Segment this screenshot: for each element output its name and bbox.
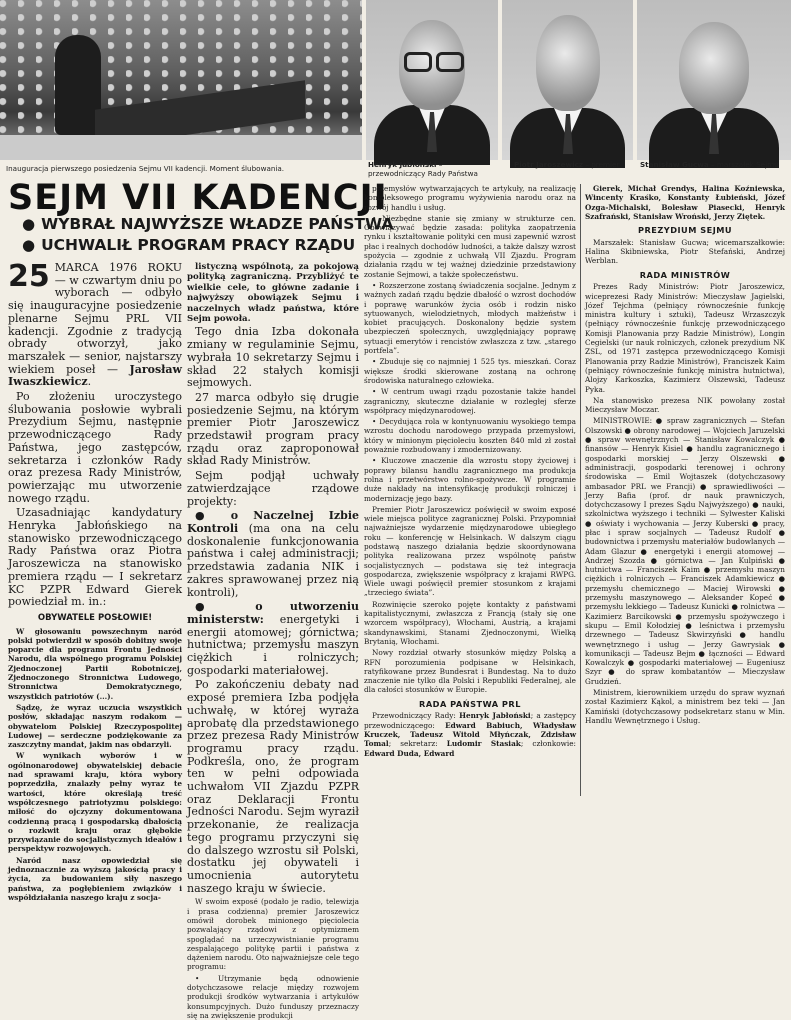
caption-name: Stanisław Gucwa	[640, 160, 709, 169]
bullet-item: ● o Naczelnej Izbie Kontroli (ma ona na celu doskonalenie funkcjonowania państwa i całej administracji; przedstawia zadania NIK i zakres sprawowanej przez nią kontroli),	[187, 509, 359, 599]
quote-box-title: OBYWATELE POSŁOWIE!	[37, 612, 153, 623]
subheadline-text: UCHWALIŁ PROGRAM PRACY RZĄDU	[41, 236, 356, 254]
portrait-gucwa	[637, 0, 791, 160]
name: Edward Duda, Edward	[364, 748, 455, 758]
front-table	[0, 135, 362, 160]
bullet-bold: o Naczelnej Izbie Kontroli	[187, 509, 359, 535]
bullet-icon: ●	[22, 215, 36, 233]
bullet-bold: o utworzeniu ministerstw:	[187, 600, 359, 626]
caption-gucwa	[640, 160, 790, 169]
paragraph: Tego dnia Izba dokonała zmiany w regulaminie Sejmu, wybrała 10 sekretarzy Sejmu i skład 22 stałych komisji sejmowych.	[187, 325, 359, 390]
quote-paragraph: W wynikach wyborów i w ogólnonarodowej obywatelskiej debacie nad sprawami kraju, która wybory poprzedziła, znalazły pełny wyraz te wartości, które określają treść współczesnego patriotyzmu polskiego: miłość do ojczyzny dokumentowana codzienną pracą i gospodarską dbałością o rozkwit kraju oraz głębokie przywiązanie do socjalistycznych ideałów i perspektyw rozwojowych.	[8, 751, 182, 854]
name: Ludomir Stasiak	[446, 739, 521, 749]
paragraph: Premier Piotr Jaroszewicz poświęcił w swoim exposé wiele miejsca polityce zagranicznej Polski. Przypomniał najważniejsze wydarzenie międzynarodowe ubiegłego roku — konferencję w Helsinkach. W dalszym ciągu podstawą naszego działania będzie skoordynowana polityka realizowana przez wspólnotę państw socjalistycznych — podstawa się też integracja gospodarcza, zwiększenie współpracy z krajami RWPG. Wiele uwagi poświęcił premier stosunkom z krajami „trzeciego świata”.	[364, 504, 576, 598]
paragraph: • Kluczowe znaczenie dla wzrostu stopy życiowej i poprawy bilansu handlu zagranicznego ma produkcja rolna i przetwórstwo rolno-spożywcze. W programie duże nakłady na intensyfikację produkcji rolniczej i modernizację jego bazy.	[364, 456, 576, 503]
quote-paragraph: W głosowaniu powszechnym naród polski potwierdził w sposób dobitny swoje poparcie dla programu Frontu Jedności Narodu, dla wspólnego programu Polskiej Zjednoczonej Partii Robotniczej, Zjednoczonego Stronnictwa Ludowego, Stronnictwa Demokratycznego, wszystkich patriotów (...).	[8, 626, 182, 701]
lead-name: Jarosław Iwaszkiewicz	[8, 362, 182, 389]
paragraph: Gierek, Michał Grendys, Halina Koźniewska, Wincenty Kraśko, Konstanty Łubieński, Józef Ozga-Michalski, Bolesław Piasecki, Henryk Szafrański, Stanisław Wroński, Jerzy Ziętek.	[585, 184, 785, 221]
paragraph: W swoim exposé (podało je radio, telewizja i prasa codzienna) premier Jaroszewicz omówił dorobek minionego pięciolecia pozwalający rządowi z optymizmem spoglądać na urzeczywistnianie programu zespalającego politykę partii i państwa z dążeniem narodu. Oto najważniejsze cele tego programu:	[187, 897, 359, 972]
section-heading: RADA PAŃSTWA PRL	[419, 698, 521, 709]
glasses-left	[404, 52, 432, 72]
article-column-4	[585, 184, 785, 796]
paragraph: • Utrzymanie będą odnowienie dotychczasowe relacje między rozwojem produkcji środków wytwarzania i artykułów konsumpcyjnych. Dużo funduszy przeznaczy się na zwiększenie produkcji	[187, 973, 359, 1020]
paragraph: Prezes Rady Ministrów: Piotr Jaroszewicz, wiceprezesi Rady Ministrów: Mieczysław Jagielski, Józef Tejchma (pełniący równocześnie funkcję ministra kultury i sztuki), Tadeusz Wrzaszczyk (pełniący równocześnie funkcję przewodniczącego Komisji Planowania przy Radzie Ministrów), Longin Cegielski (ur nauk rolniczych, członek prezydium NK ZSL, od 1971 zastępca przewodniczącego Komisji Planowania przy Radzie Ministrów), Franciszek Kaim (pełniący równocześnie funkcję ministra hutnictwa), Alojzy Karkoszka, Kazimierz Olszewski, Tadeusz Pyka.	[585, 282, 785, 394]
paragraph: Ministrem, kierownikiem urzędu do spraw wyznań został Kazimierz Kąkol, a ministrem bez teki — Jan Kamiński (dotychczasowy podsekretarz stanu w Min. Handlu Wewnętrznego i Usług.	[585, 688, 785, 725]
text: ; członkowie:	[520, 739, 576, 749]
column-divider	[580, 184, 581, 796]
paragraph: Po zakończeniu debaty nad exposé premiera Izba podjęła uchwałę, w której wyraża aprobatę dla przedstawionego przez prezesa Rady Ministrów programu pracy rządu. Podkreśla, ono, że program ten w pełni odpowiada uchwałom VII Zjazdu PZPR oraz Deklaracji Frontu Jedności Narodu. Sejm wyraził przekonanie, że realizacja tego programu przyczyni się do dalszego wzrostu sił Polski, dostatku jej obywateli i umocnienia autorytetu naszego kraju w świecie.	[187, 678, 359, 895]
paragraph: MINISTROWIE: ● spraw zagranicznych — Stefan Olszowski ● obrony narodowej — Wojciech Jaruzelski ● spraw wewnętrznych — Stanisław Kowalczyk ● finansów — Henryk Kisiel ● handlu zagranicznego i gospodarki morskiej — Jerzy Olszewski ● administracji, gospodarki terenowej i ochrony środowiska — Emil Wojtaszek (dotychczasowy ambasador PRL we Francji) ● sprawiedliwości — Jerzy Bafia (prof. dr nauk prawniczych, dotychczasowy I prezes Sądu Najwyższego) ● nauki, szkolnictwa wyższego i techniki — Sylwester Kaliski ● oświaty i wychowania — Jerzy Kuberski ● pracy, płac i spraw socjalnych — Tadeusz Rudolf ● budownictwa i przemysłu materiałów budowlanych — Adam Glazur ● energetyki i energii atomowej — Andrzej Szozda ● górnictwa — Jan Kulpiński ● hutnictwa — Franciszek Kaim ● przemysłu maszyn ciężkich i rolniczych — Franciszek Adamkiewicz ● przemysłu chemicznego — Maciej Wirowski ● przemysłu maszynowego — Aleksander Kopeć ● przemysłu lekkiego — Tadeusz Kunicki ● rolnictwa — Kazimierz Barcikowski ● przemysłu spożywczego i skupu — Emil Kołodziej ● leśnictwa i przemysłu drzewnego — Tadeusz Skwirzyński ● handlu wewnętrznego i usług — Jerzy Gawrysiak ● komunikacji — Tadeusz Bejm ● łączności — Edward Kowalczyk ● gospodarki materiałowej — Eugeniusz Szyr ● do spraw kombatantów — Mieczysław Grudzień.	[585, 416, 785, 686]
bullet-icon: ●	[22, 236, 36, 254]
paragraph: przemysłów wytwarzających te artykuły, na realizację kompleksowego programu wyżywienia narodu oraz na rozwój handlu i usług.	[364, 184, 576, 212]
caption-jablonski	[368, 160, 496, 178]
paragraph: • W centrum uwagi rządu pozostanie także handel zagraniczny, skuteczne działanie w rozległej sferze współpracy międzynarodowej.	[364, 387, 576, 415]
section-heading: RADA MINISTRÓW	[639, 269, 731, 280]
caption-name: Piotr Jaroszewicz	[514, 160, 584, 169]
subheadline-2	[22, 236, 355, 254]
article-column-2	[187, 262, 359, 1020]
paragraph: Na stanowisko prezesa NIK powołany został Mieczysław Moczar.	[585, 395, 785, 415]
paragraph: Uzasadniając kandydatury Henryka Jabłońskiego na stanowisko przewodniczącego Rady Państwa oraz Piotra Jaroszewicza na stanowisko premiera rządu — I sekretarz KC PZPR Edward Gierek powiedział m. in.:	[8, 506, 182, 609]
section-heading: PREZYDIUM SEJMU	[637, 225, 733, 236]
portrait-jablonski	[366, 0, 498, 160]
caption-role: – przewodniczący Rady Państwa	[368, 160, 478, 178]
article-column-3	[364, 184, 576, 796]
paragraph: listyczną wspólnotą, za pokojową polityką zagraniczną. Przybliżyć te wielkie cele, to główne zadanie i najwyższy obowiązek Sejmu i naczelnych władz państwa, które Sejm powoła.	[187, 262, 359, 325]
text: ; a zastępcy przewodniczącego:	[364, 711, 576, 730]
text: Przewodniczący Rady:	[372, 711, 460, 721]
quote-paragraph: Naród nasz opowiedział się jednoznacznie za wyższą jakością pracy i życia, za budowaniem siły naszego państwa, za pogłębieniem związków i współdziałania naszego kraju z socja-	[8, 855, 182, 902]
paragraph: Sejm podjął uchwały zatwierdzające rządowe projekty:	[187, 469, 359, 508]
paragraph: Nowy rozdział otwarły stosunków między Polską a RFN porozumienia podpisane w Helsinkach, ratyfikowane przez Bundesrat i Bundestag. Na to dużo znaczenie nie tylko dla Polski i Republiki Federalnej, ale dla całości stosunków w Europie.	[364, 648, 576, 695]
bullet-text: (ma ona na celu doskonalenie funkcjonowania państwa i całej administracji; przedstawia zadania NIK i zakres sprawowanej przez nią kontroli),	[187, 521, 359, 599]
bullet-item: ● o utworzeniu ministerstw: energetyki i energii atomowej; górnictwa; hutnictwa; przemysłu maszyn ciężkich i rolniczych; gospodarki materiałowej.	[187, 600, 359, 677]
glasses-right	[436, 52, 464, 72]
text: ; sekretarz:	[388, 739, 447, 749]
subheadline-text: WYBRAŁ NAJWYŻSZE WŁADZE PAŃSTWA	[41, 215, 394, 233]
paragraph: • Zbuduje się co najmniej 1 525 tys. mieszkań. Coraz większe środki skierowane zostaną na ochronę środowiska naturalnego człowieka.	[364, 357, 576, 385]
subheadline-1	[22, 215, 393, 233]
bullet-text: energetyki i energii atomowej; górnictwa; hutnictwa; przemysłu maszyn ciężkich i rolniczych; gospodarki materiałowej.	[187, 612, 359, 677]
paragraph	[364, 711, 576, 757]
quote-paragraph: Sądzę, że wyraz uczucia wszystkich posłów, składając naszym rodakom — obywatelom Polskiej Rzeczypospolitej Ludowej — serdeczne podziękowanie za zaszczytny mandat, jakim nas obdarzyli.	[8, 702, 182, 750]
headline: SEJM VII KADENCJI	[8, 178, 388, 218]
lead-end: .	[87, 375, 92, 389]
portrait-head	[536, 15, 600, 111]
main-photo-caption: Inauguracja pierwszego posiedzenia Sejmu VII kadencji. Moment ślubowania.	[6, 164, 285, 173]
name: Henryk Jabłoński	[459, 711, 531, 721]
paragraph: Rozwinięcie szeroko pojęte kontakty z państwami kapitalistycznymi, zwłaszcza z Francją (stały się one wzorcem współpracy), Włochami, Austrią, a krajami skandynawskimi, Stanami Zjednoczonymi, Wielką Brytanią, Włochami.	[364, 599, 576, 646]
paragraph: Po złożeniu uroczystego ślubowania posłowie wybrali Prezydium Sejmu, następnie przewodniczącego Rady Państwa, jego zastępców, sekretarza i członków Rady oraz prezesa Rady Ministrów, powierzając mu utworzenie nowego rządu.	[8, 390, 182, 505]
paragraph: • Rozszerzone zostaną świadczenia socjalne. Jednym z ważnych zadań rządu będzie dbałość o wzrost dochodów i poprawę warunków życia osób i rodzin nisko sytuowanych, wielodzietnych, młodych małżeństw i kobiet pracujących. Doskonalony będzie system ubezpieczeń społecznych, uwzględniający poprawę sytuacji emerytów i rencistów zwłaszcza z tzw. „starego portfela”.	[364, 280, 576, 356]
paragraph: Marszałek: Stanisław Gucwa; wicemarszałkowie: Halina Skibniewska, Piotr Stefański, Andrzej Werblan.	[585, 237, 785, 266]
caption-role: – premier	[583, 160, 620, 169]
lead-text: MARCA 1976 ROKU — w czwartym dniu po wyborach — odbyło się inauguracyjne posiedzenie plenarne Sejmu PRL VII kadencji. Zgodnie z tradycją obrady otworzył, jako marszałek — senior, najstarszy wiekiem poseł —	[8, 261, 182, 376]
paragraph: • Decydująca rola w kontynuowaniu wysokiego tempa wzrostu dochodu narodowego przypada przemysłowi, który w minionym pięcioleciu koszten 840 mld zł został poważnie rozbudowany i zmodernizowany.	[364, 417, 576, 455]
portrait-head	[679, 22, 749, 114]
paragraph: • Niezbędne stanie się zmiany w strukturze cen. Obowiązywać będzie zasada: polityka zaopatrzenia rynku i kształtowanie polityki cen musi zapewnić wzrost płac i realnych dochodów ludności, a także dalszy wzrost spożycia — zgodnie z uchwałą VII Zjazdu. Program działania rządu w tej ważnej dziedzinie przedstawiony zostanie Sejmowi, a także społeczeństwu.	[364, 213, 576, 279]
caption-jaroszewicz	[514, 160, 636, 169]
caption-role: – marszałek Sejmu	[708, 160, 779, 169]
paragraph: 27 marca odbyło się drugie posiedzenie Sejmu, na którym premier Piotr Jaroszewicz przedstawił program pracy rządu oraz zaproponował skład Rady Ministrów.	[187, 390, 359, 468]
article-column-1	[8, 259, 182, 902]
drop-cap: 25	[8, 259, 50, 294]
caption-name: Henryk Jabłoński	[368, 160, 437, 169]
name: Edward Babiuch, Władysław Kruczek, Tadeusz Witold Młyńczak, Zdzisław Tomal	[364, 720, 576, 749]
sejm-session-photo	[0, 0, 362, 160]
portrait-jaroszewicz	[502, 0, 633, 160]
lead-paragraph	[8, 259, 182, 389]
